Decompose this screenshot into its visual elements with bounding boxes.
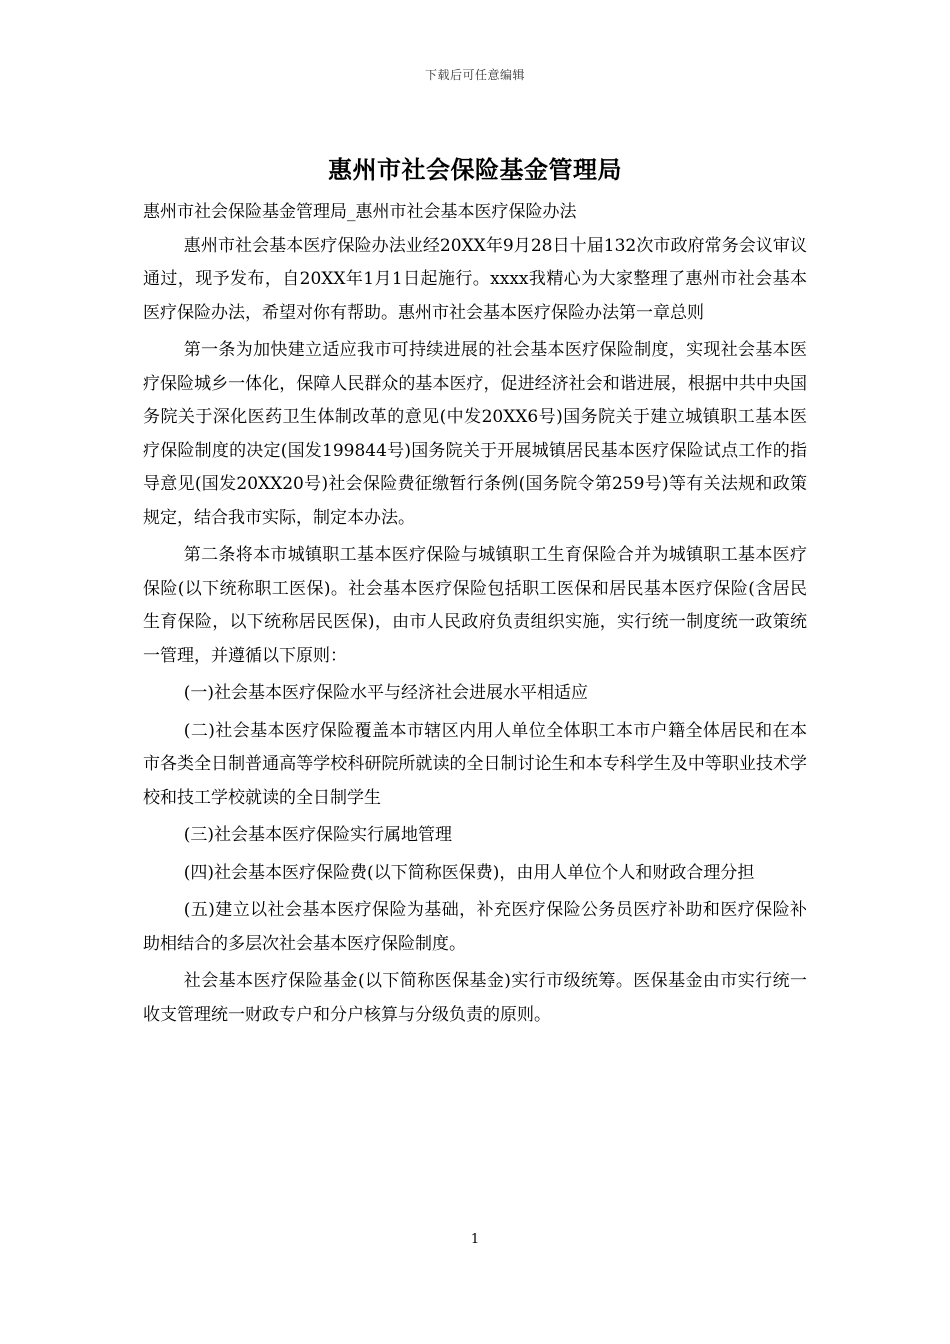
header-note: 下载后可任意编辑 <box>424 68 525 82</box>
paragraph: (四)社会基本医疗保险费(以下简称医保费)，由用人单位个人和财政合理分担 <box>183 862 755 883</box>
paragraph: (五)建立以社会基本医疗保险为基础，补充医疗保险公务员医疗补助和医疗保险补助相结合的多层次社会基本医疗保险制度。 <box>143 900 807 954</box>
paragraph: (二)社会基本医疗保险覆盖本市辖区内用人单位全体职工本市户籍全体居民和在本市各类全日制普通高等学校科研院所就读的全日制讨论生和本专科学生及中等职业技术学校和技工学校就读的全日制学生 <box>143 720 807 808</box>
paragraph: 惠州市社会保险基金管理局_惠州市社会基本医疗保险办法 <box>143 202 577 222</box>
document-body <box>143 150 807 1032</box>
paragraph: 第一条为加快建立适应我市可持续进展的社会基本医疗保险制度，实现社会基本医疗保险城乡一体化，保障人民群众的基本医疗，促进经济社会和谐进展，根据中共中央国务院关于深化医药卫生体制改革的意见(中发20XX6号)国务院关于建立城镇职工基本医疗保险制度的决定(国发199844号)国务院关于开展城镇居民基本医疗保险试点工作的指导意见(国发20XX20号)社会保险费征缴暂行条例(国务院令第259号)等有关法规和政策规定，结合我市实际，制定本办法。 <box>143 340 807 528</box>
paragraph: 社会基本医疗保险基金(以下简称医保基金)实行市级统筹。医保基金由市实行统一收支管理统一财政专户和分户核算与分级负责的原则。 <box>143 971 807 1025</box>
paragraph: 惠州市社会基本医疗保险办法业经20XX年9月28日十届132次市政府常务会议审议通过，现予发布，自20XX年1月1日起施行。xxxx我精心为大家整理了惠州市社会基本医疗保险办法，希望对你有帮助。惠州市社会基本医疗保险办法第一章总则 <box>143 235 807 323</box>
page-number: 1 <box>470 1232 480 1247</box>
paragraph-list <box>143 196 807 1032</box>
document-title: 惠州市社会保险基金管理局 <box>328 155 622 184</box>
paragraph: 第二条将本市城镇职工基本医疗保险与城镇职工生育保险合并为城镇职工基本医疗保险(以下统称职工医保)。社会基本医疗保险包括职工医保和居民基本医疗保险(含居民生育保险，以下统称居民医保)，由市人民政府负责组织实施，实行统一制度统一政策统一管理，并遵循以下原则： <box>143 545 807 666</box>
paragraph: (一)社会基本医疗保险水平与经济社会进展水平相适应 <box>183 683 589 703</box>
paragraph: (三)社会基本医疗保险实行属地管理 <box>183 825 453 845</box>
